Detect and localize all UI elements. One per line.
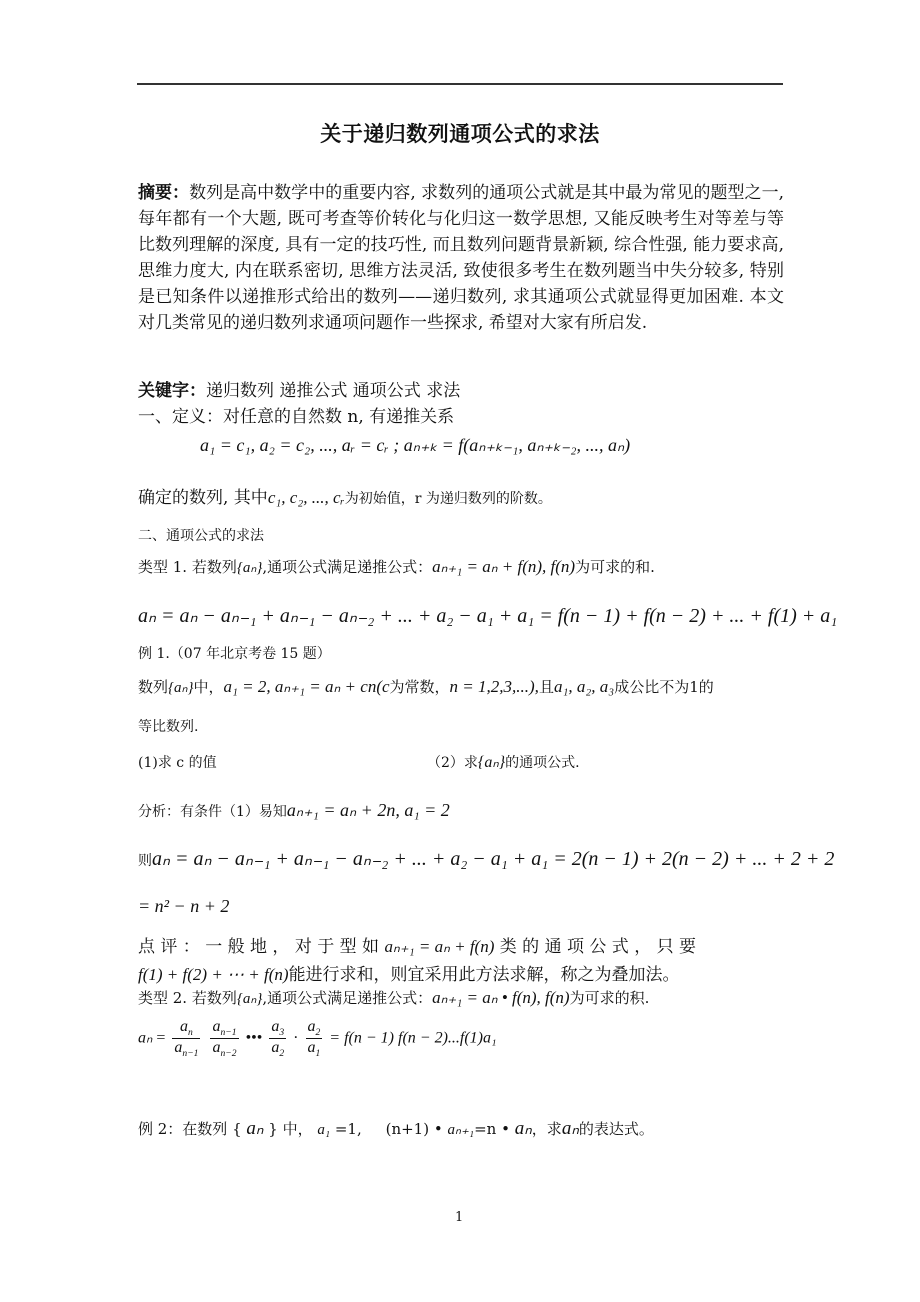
comment-suffix: 类 的 通 项 公 式 ， 只 要 (499, 937, 697, 957)
type2-suffix: 为可求的积. (569, 989, 650, 1007)
keywords-label: 关键字： (138, 381, 206, 401)
definition-explanation (138, 483, 552, 508)
abstract-text: 数列是高中数学中的重要内容, 求数列的通项公式就是其中最为常见的题型之一, 每年都有一个大题, 既可考查等价转化与化归这一数学思想, 又能反映考生对等差与等比数列理解的深度, 具有一定的技巧性, 而且数列问题背景新颖, 综合性强, 能力要求高, 思维力度大, 内在联系密切, 思维方法灵活, 致使很多考生在数列题当中失分较多, 特别是已知条件以递推形式给出的数列——递归数列, 求其通项公式就显得更加困难. 本文对几类常见的递归数列求通项问题作一些探求, 希望对大家有所启发. (138, 183, 784, 333)
explain-suffix: 为初始值，r 为递归数列的阶数。 (344, 491, 552, 507)
example1-line2: 等比数列. (138, 719, 199, 735)
analysis-formula: aₙ₊₁ = aₙ + 2n, a₁ = 2 (286, 800, 450, 820)
type2-rhs: = f(n − 1) f(n − 2)...f(1)a₁ (329, 1029, 497, 1047)
type2-prefix: 类型 2. 若数列 (138, 989, 237, 1007)
section2-heading: 二、通项公式的求法 (138, 528, 264, 544)
keywords (138, 378, 784, 404)
page-title: 关于递归数列通项公式的求法 (320, 122, 600, 146)
type2-lhs: aₙ (138, 1029, 153, 1047)
analysis-prefix: 分析：有条件（1）易知 (138, 804, 287, 820)
example1-heading: 例 1.（07 年北京考卷 15 题） (138, 646, 331, 662)
example1-q1: (1)求 c 的值 (138, 755, 217, 771)
ex2-rec-var: aₙ₊₁ (447, 1122, 475, 1138)
fraction: $\frac{a_{n-1}}{a_{n-2}}$ (212, 1018, 237, 1060)
ex2-prefix: 例 2：在数列 { (138, 1120, 242, 1138)
type1-suffix: 为可求的和. (575, 558, 655, 576)
type2-statement (138, 987, 649, 1008)
example1-q2 (427, 752, 580, 772)
type1-derivation: aₙ = aₙ − aₙ₋₁ + aₙ₋₁ − aₙ₋₂ + ... + a₂ − a₁ + a₁ = f(n − 1) + f(n − 2) + ... + f(1) + a₁ (138, 605, 838, 627)
fraction: $\frac{a_3}{a_2}$ (271, 1018, 285, 1060)
ex1-const: 为常数， (389, 678, 450, 696)
ex2-a1: a₁ (317, 1122, 331, 1138)
comment-prefix: 点 评 ： 一 般 地 ， 对 于 型 如 (138, 937, 380, 957)
page-number: 1 (455, 1210, 464, 1225)
ex1-mid: 中， (193, 678, 224, 696)
then-line (138, 846, 834, 871)
then-formula: aₙ = aₙ − aₙ₋₁ + aₙ₋₁ − aₙ₋₂ + ... + a₂ − a₁ + a₁ = 2(n − 1) + 2(n − 2) + ... + 2 + 2 (152, 848, 835, 870)
ex1-end: 成公比不为1的 (614, 678, 714, 696)
initial-values: c₁, c₂, ..., cᵣ (267, 488, 345, 507)
type2-mid: ,通项公式满足递推公式： (262, 989, 433, 1007)
type1-prefix: 类型 1. 若数列 (138, 558, 237, 576)
type1-statement (138, 556, 655, 577)
ex1-terms: a₁, a₂, a₃ (553, 677, 615, 696)
ex2-ask-var: aₙ (561, 1118, 579, 1139)
q2-set: {aₙ} (477, 754, 506, 771)
ex1-and: 且 (538, 678, 554, 696)
then-prefix: 则 (138, 853, 152, 869)
q2-prefix: （2）求 (427, 755, 478, 771)
ex1-prefix: 数列 (138, 678, 169, 696)
ex1-n: n = 1,2,3,...), (449, 677, 539, 696)
comment-line1 (138, 932, 784, 957)
ex1-set: {aₙ} (168, 680, 194, 696)
ex2-rec-prefix: (n+1) • (385, 1120, 443, 1138)
fraction: $\frac{a_2}{a_1}$ (307, 1018, 321, 1060)
type1-set: {aₙ} (236, 560, 263, 576)
result-line: = n² − n + 2 (138, 896, 230, 916)
ex2-a1-val: =1, (334, 1120, 362, 1138)
ex2-ask-suffix: 的表达式。 (578, 1120, 654, 1138)
ex2-set-var: aₙ (246, 1118, 264, 1139)
ex1-formula: a₁ = 2, aₙ₊₁ = aₙ + cn(c (223, 677, 390, 696)
example2-statement (138, 1117, 654, 1140)
type1-formula: aₙ₊₁ = aₙ + f(n), f(n) (432, 557, 576, 576)
ex2-ask-prefix: ，求 (531, 1120, 562, 1138)
ex2-mid: } 中， (268, 1120, 313, 1138)
ex2-rec-var2: aₙ (514, 1118, 532, 1139)
type1-mid: ,通项公式满足递推公式： (262, 558, 433, 576)
abstract (138, 180, 784, 336)
fraction: $\frac{a_n}{a_{n-1}}$ (174, 1018, 199, 1060)
abstract-label: 摘要： (138, 183, 190, 203)
ex2-rec-mid: =n • (474, 1120, 510, 1138)
comment-line2-suffix: 能进行求和，则宜采用此方法求解，称之为叠加法。 (288, 965, 680, 985)
explain-prefix: 确定的数列, 其中 (138, 488, 268, 508)
analysis-line (138, 800, 450, 821)
comment-line2 (138, 960, 680, 985)
q2-suffix: 的通项公式. (505, 755, 580, 771)
example1-statement (138, 676, 714, 697)
type2-set: {aₙ} (236, 991, 263, 1007)
definition-formula: a₁ = c₁, a₂ = c₂, ..., aᵣ = cᵣ ; aₙ₊ₖ = f(aₙ₊ₖ₋₁, aₙ₊ₖ₋₂, ..., aₙ) (200, 435, 631, 455)
keywords-text: 递归数列 递推公式 通项公式 求法 (206, 381, 461, 401)
comment-formula: aₙ₊₁ = aₙ + f(n) (384, 937, 495, 956)
comment-sum-formula: f(1) + f(2) + ⋯ + f(n) (138, 965, 289, 984)
header-rule (137, 83, 783, 85)
type2-formula: aₙ₊₁ = aₙ • f(n), f(n) (432, 988, 570, 1007)
type2-derivation: aₙ = $\frac{a_n}{a_{n-1}}$ $\frac{a_{n-1}}{a_{n-2}}$ ••• $\frac{a_3}{a_2}$ · $\frac{a_2}{a_1}$ = f(n − 1) f(n − 2)...f(1)a₁ (138, 1018, 497, 1060)
section1-heading: 一、定义：对任意的自然数 n, 有递推关系 (138, 407, 455, 427)
